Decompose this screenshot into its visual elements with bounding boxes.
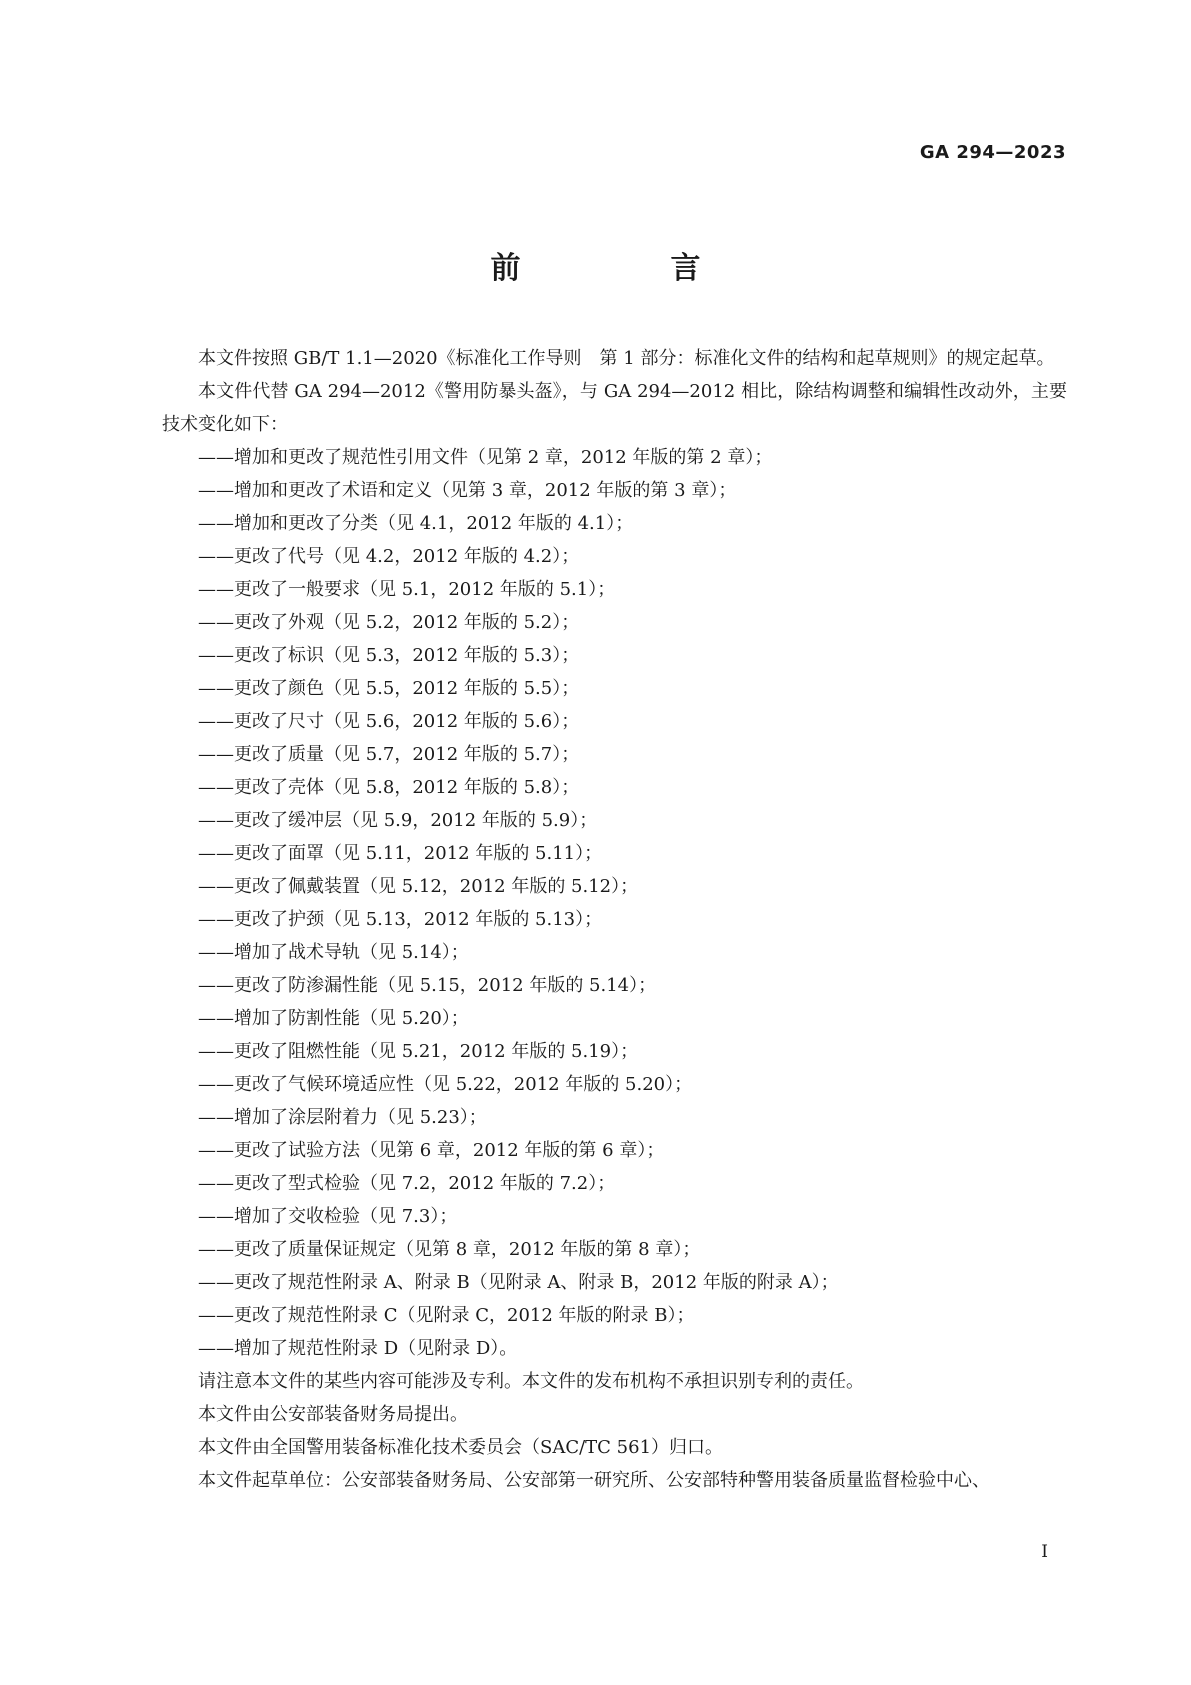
list-item: ——更改了防渗漏性能（见 5.15，2012 年版的 5.14）； bbox=[198, 975, 657, 996]
page-number: I bbox=[1041, 1542, 1048, 1562]
paragraph-drafting-rule: 本文件按照 GB/T 1.1—2020《标准化工作导则 第 1 部分：标准化文件的结构和起草规则》的规定起草。 bbox=[198, 348, 1055, 369]
paragraph-committee: 本文件由全国警用装备标准化技术委员会（SAC/TC 561）归口。 bbox=[198, 1437, 724, 1458]
paragraph-patent-notice: 请注意本文件的某些内容可能涉及专利。本文件的发布机构不承担识别专利的责任。 bbox=[198, 1371, 864, 1392]
list-item: ——更改了试验方法（见第 6 章，2012 年版的第 6 章）； bbox=[198, 1140, 665, 1161]
list-item: ——增加和更改了术语和定义（见第 3 章，2012 年版的第 3 章）； bbox=[198, 480, 737, 501]
paragraph-proposer: 本文件由公安部装备财务局提出。 bbox=[198, 1404, 468, 1425]
list-item: ——更改了代号（见 4.2，2012 年版的 4.2）； bbox=[198, 546, 580, 567]
list-item: ——更改了面罩（见 5.11，2012 年版的 5.11）； bbox=[198, 843, 603, 864]
list-item: ——增加和更改了规范性引用文件（见第 2 章，2012 年版的第 2 章）； bbox=[198, 447, 773, 468]
list-item: ——更改了规范性附录 A、附录 B（见附录 A、附录 B，2012 年版的附录 A）； bbox=[198, 1272, 839, 1293]
list-item: ——增加了规范性附录 D（见附录 D）。 bbox=[198, 1338, 518, 1359]
list-item: ——更改了型式检验（见 7.2，2012 年版的 7.2）； bbox=[198, 1173, 616, 1194]
list-item: ——更改了缓冲层（见 5.9，2012 年版的 5.9）； bbox=[198, 810, 598, 831]
list-item: ——增加和更改了分类（见 4.1，2012 年版的 4.1）； bbox=[198, 513, 634, 534]
list-item: ——增加了涂层附着力（见 5.23）； bbox=[198, 1107, 487, 1128]
list-item: ——更改了尺寸（见 5.6，2012 年版的 5.6）； bbox=[198, 711, 580, 732]
list-item: ——更改了一般要求（见 5.1，2012 年版的 5.1）； bbox=[198, 579, 616, 600]
list-item: ——增加了防割性能（见 5.20）； bbox=[198, 1008, 469, 1029]
list-item: ——更改了阻燃性能（见 5.21，2012 年版的 5.19）； bbox=[198, 1041, 639, 1062]
list-item: ——更改了佩戴装置（见 5.12，2012 年版的 5.12）； bbox=[198, 876, 639, 897]
list-item: ——更改了规范性附录 C（见附录 C，2012 年版的附录 B）； bbox=[198, 1305, 695, 1326]
list-item: ——更改了壳体（见 5.8，2012 年版的 5.8）； bbox=[198, 777, 580, 798]
changes-list bbox=[162, 441, 1067, 1365]
list-item: ——更改了质量保证规定（见第 8 章，2012 年版的第 8 章）； bbox=[198, 1239, 701, 1260]
paragraph-replacement: 本文件代替 GA 294—2012《警用防暴头盔》，与 GA 294—2012 相比，除结构调整和编辑性改动外，主要技术变化如下： bbox=[162, 381, 1067, 435]
list-item: ——更改了外观（见 5.2，2012 年版的 5.2）； bbox=[198, 612, 580, 633]
paragraph-drafting-units: 本文件起草单位：公安部装备财务局、公安部第一研究所、公安部特种警用装备质量监督检验中心、 bbox=[198, 1470, 990, 1491]
list-item: ——更改了气候环境适应性（见 5.22，2012 年版的 5.20）； bbox=[198, 1074, 693, 1095]
foreword-body bbox=[162, 342, 1067, 1497]
list-item: ——增加了战术导轨（见 5.14）； bbox=[198, 942, 469, 963]
page-title: 前 言 bbox=[490, 251, 761, 286]
list-item: ——更改了颜色（见 5.5，2012 年版的 5.5）； bbox=[198, 678, 580, 699]
list-item: ——更改了质量（见 5.7，2012 年版的 5.7）； bbox=[198, 744, 580, 765]
list-item: ——增加了交收检验（见 7.3）； bbox=[198, 1206, 458, 1227]
document-id: GA 294—2023 bbox=[919, 142, 1066, 163]
list-item: ——更改了标识（见 5.3，2012 年版的 5.3）； bbox=[198, 645, 580, 666]
list-item: ——更改了护颈（见 5.13，2012 年版的 5.13）； bbox=[198, 909, 603, 930]
